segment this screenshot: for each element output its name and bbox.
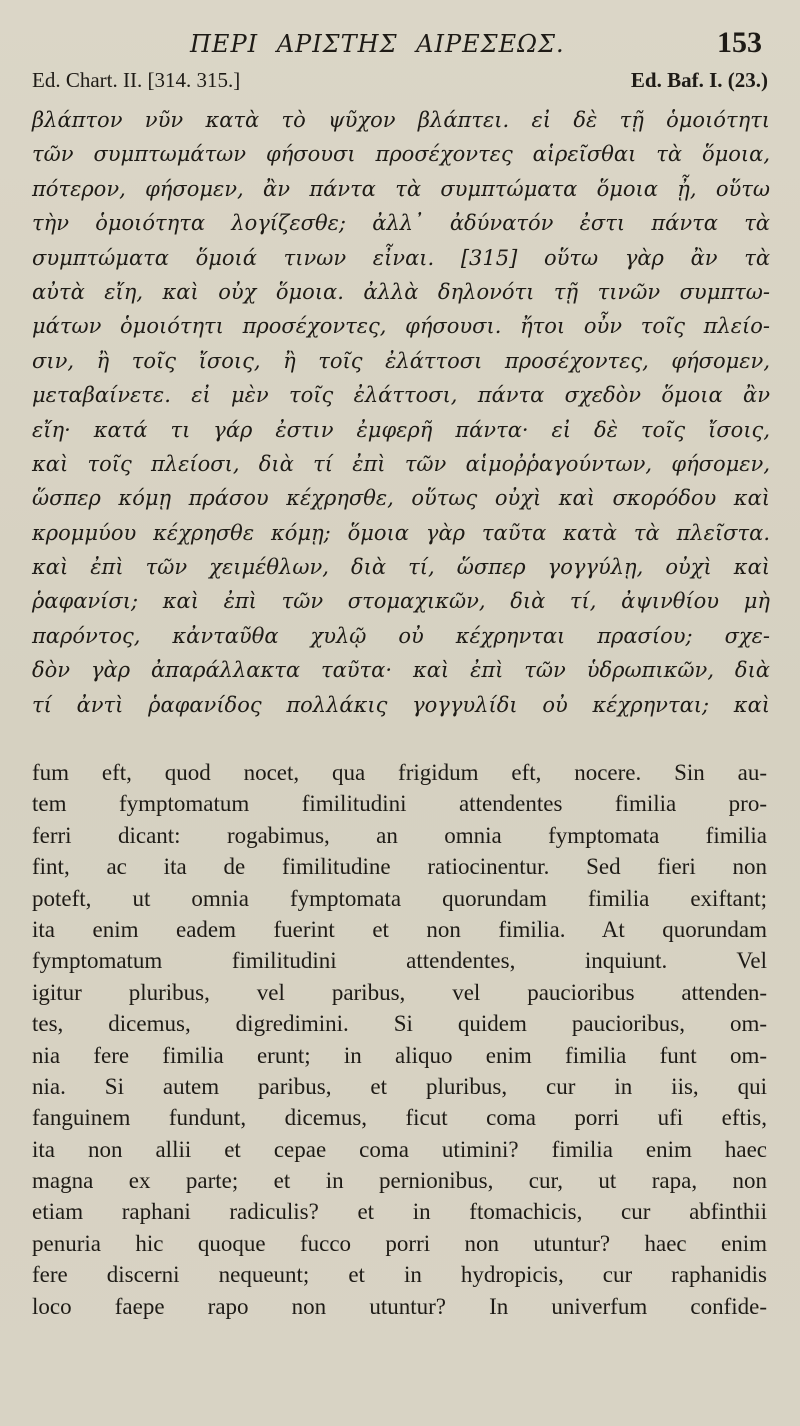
greek-line: καὶ τοῖς πλείοσι, διὰ τί ἐπὶ τῶν αἱμοῤῥαγούντων, φήσομεν, [32, 451, 770, 476]
greek-line: σιν, ἢ τοῖς ἴσοις, ἢ τοῖς ἐλάττοσι προσέχοντες, φήσομεν, [32, 348, 770, 373]
latin-line: fymptomatum fimilitudini attendentes, inquiunt. Vel [32, 948, 767, 974]
greek-line: μάτων ὁμοιότητι προσέχοντες, φήσουσι. ἤτοι οὖν τοῖς πλείο- [32, 314, 770, 339]
latin-line: fum eft, quod nocet, qua frigidum eft, nocere. Sin au- [32, 760, 767, 785]
greek-line: μεταβαίνετε. εἰ μὲν τοῖς ἐλάττοσι, πάντα σχεδὸν ὅμοια ἂν [32, 383, 770, 408]
greek-line: εἴη· κατά τι γάρ ἐστιν ἐμφερῆ πάντα· εἰ δὲ τοῖς ἴσοις, [32, 417, 770, 442]
edition-references [32, 68, 768, 98]
greek-line: δὸν γὰρ ἀπαράλλακτα ταῦτα· καὶ ἐπὶ τῶν ὑδρωπικῶν, διὰ [32, 658, 770, 683]
greek-line: τῶν συμπτωμάτων φήσουσι προσέχοντες αἱρεῖσθαι τὰ ὅμοια, [32, 142, 770, 167]
page-number: 153 [717, 26, 762, 59]
running-head [0, 26, 800, 66]
greek-line: βλάπτον νῦν κατὰ τὸ ψῦχον βλάπτει. εἰ δὲ τῇ ὁμοιότητι [32, 108, 770, 132]
edition-reference-basel: Ed. Baf. I. (23.) [630, 68, 768, 92]
greek-line: τὴν ὁμοιότητα λογίζεσθε; ἀλλ᾽ ἀδύνατόν ἐστι πάντα τὰ [32, 211, 770, 236]
greek-line: αὐτὰ εἴη, καὶ οὐχ ὅμοια. ἀλλὰ δηλονότι τῇ τινῶν συμπτω- [32, 279, 770, 304]
latin-line: fanguinem fundunt, dicemus, ficut coma porri ufi eftis, [32, 1105, 767, 1131]
greek-line: κρομμύου κέχρησθε κόμῃ; ὅμοια γὰρ ταῦτα κατὰ τὰ πλεῖστα. [32, 520, 770, 545]
latin-line: magna ex parte; et in pernionibus, cur, ut rapa, non [32, 1168, 767, 1194]
latin-line: nia. Si autem paribus, et pluribus, cur in iis, qui [32, 1073, 767, 1099]
latin-line: tes, dicemus, digredimini. Si quidem paucioribus, om- [32, 1011, 767, 1037]
latin-line: igitur pluribus, vel paribus, vel paucioribus attenden- [32, 979, 767, 1005]
edition-reference-chart: Ed. Chart. II. [314. 315.] [32, 68, 241, 92]
greek-line: ῥαφανίσι; καὶ ἐπὶ τῶν στομαχικῶν, διὰ τί, ἀψινθίου μὴ [32, 589, 770, 614]
greek-line: παρόντος, κἀνταῦθα χυλῷ οὐ κέχρηνται πρασίου; σχε- [32, 623, 770, 648]
greek-line: τί ἀντὶ ῥαφανίδος πολλάκις γογγυλίδι οὐ κέχρηνται; καὶ [32, 692, 770, 717]
running-title: ΠΕΡΙ ΑΡΙΣΤΗΣ ΑΙΡΕΣΕΩΣ. [190, 30, 565, 58]
latin-line: fint, ac ita de fimilitudine ratiocinentur. Sed fieri non [32, 854, 767, 880]
latin-text-block [32, 757, 767, 1322]
latin-line: ferri dicant: rogabimus, an omnia fymptomata fimilia [32, 822, 767, 848]
greek-line: καὶ ἐπὶ τῶν χειμέθλων, διὰ τί, ὥσπερ γογγύλῃ, οὐχὶ καὶ [32, 555, 770, 580]
greek-text-block [32, 103, 770, 722]
latin-line: nia fere fimilia erunt; in aliquo enim fimilia funt om- [32, 1042, 767, 1068]
greek-line: πότερον, φήσομεν, ἂν πάντα τὰ συμπτώματα ὅμοια ᾖ, οὕτω [32, 176, 770, 201]
greek-line: ὥσπερ κόμῃ πράσου κέχρησθε, οὕτως οὐχὶ καὶ σκορόδου καὶ [32, 486, 770, 511]
latin-line: etiam raphani radiculis? et in ftomachicis, cur abfinthii [32, 1199, 767, 1225]
latin-line: ita non allii et cepae coma utimini? fimilia enim haec [32, 1136, 767, 1162]
latin-line: ita enim eadem fuerint et non fimilia. At quorundam [32, 916, 767, 942]
latin-line: penuria hic quoque fucco porri non utuntur? haec enim [32, 1230, 767, 1256]
latin-line: loco faepe rapo non utuntur? In univerfum confide- [32, 1293, 767, 1319]
latin-line: fere discerni nequeunt; et in hydropicis, cur raphanidis [32, 1262, 767, 1288]
greek-line: συμπτώματα ὅμοιά τινων εἶναι. [315] οὕτω γὰρ ἂν τὰ [32, 245, 770, 270]
latin-line: poteft, ut omnia fymptomata quorundam fimilia exiftant; [32, 885, 767, 911]
latin-line: tem fymptomatum fimilitudini attendentes fimilia pro- [32, 791, 767, 817]
